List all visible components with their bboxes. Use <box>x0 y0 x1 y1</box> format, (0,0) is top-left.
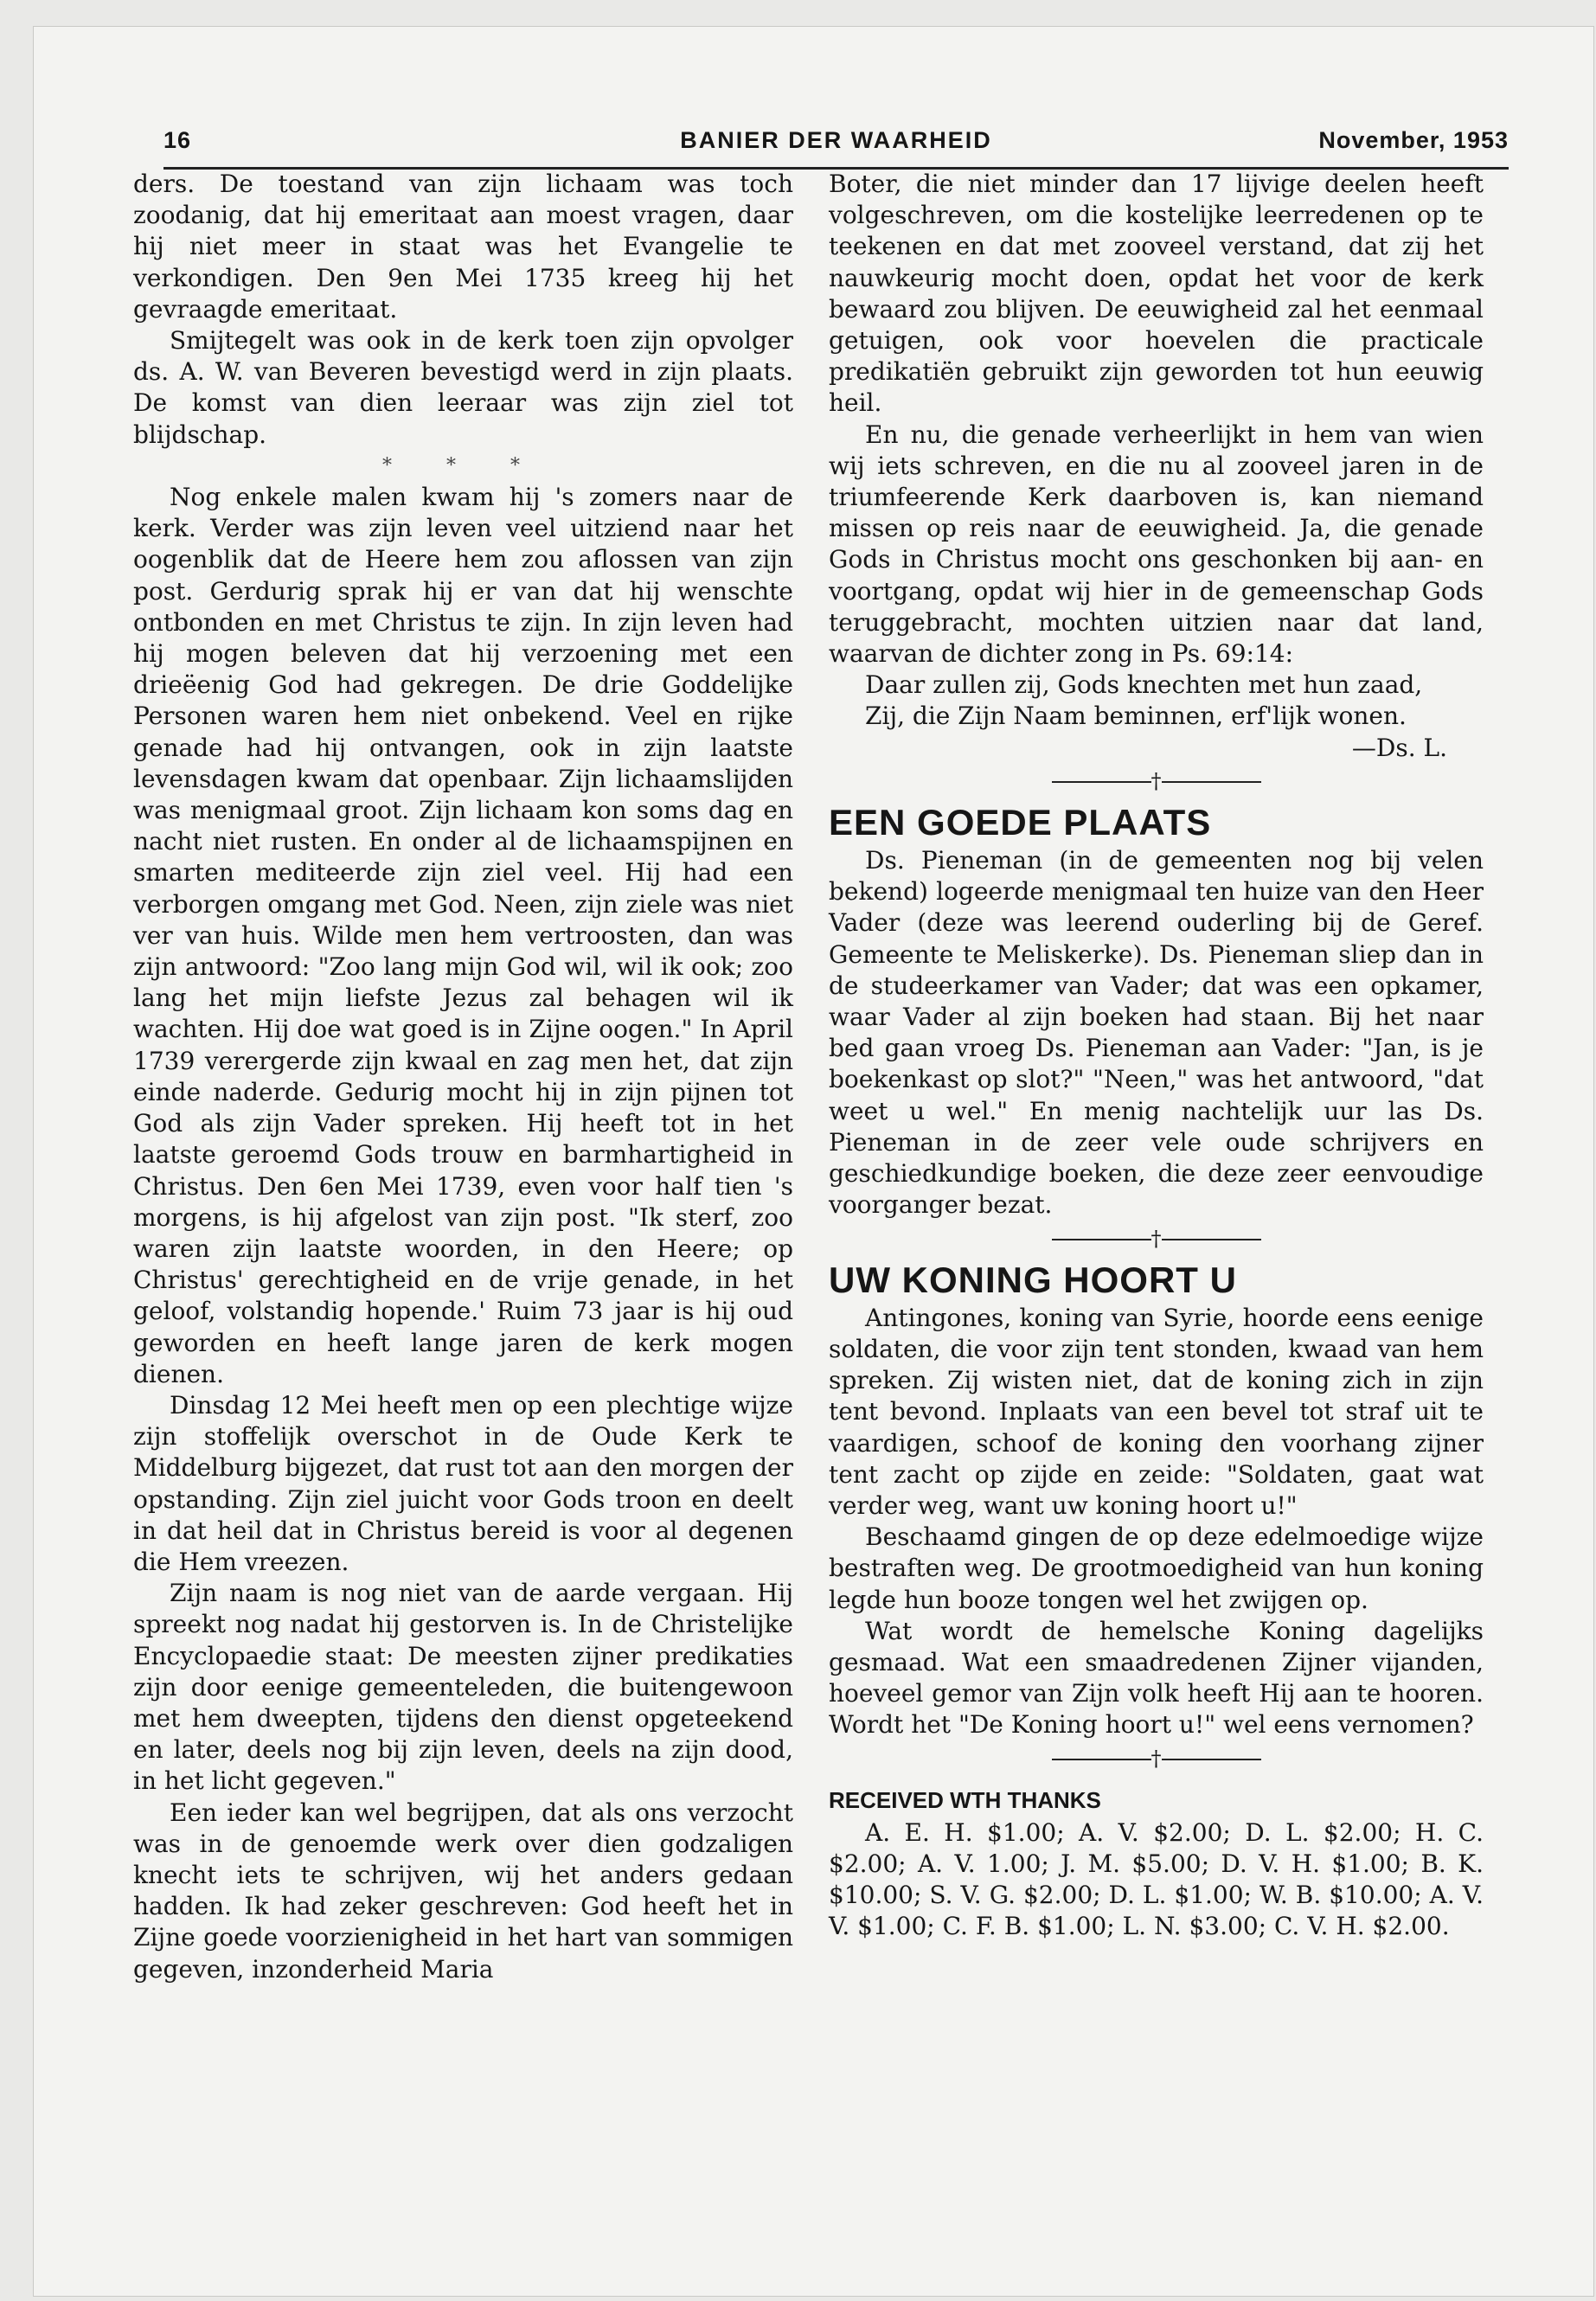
donations-list: A. E. H. $1.00; A. V. $2.00; D. L. $2.00; H. C. $2.00; A. V. 1.00; J. M. $5.00; D. V. H. $1.00; B. K. $10.00; S. V. G. $2.00; D. L. $1.00; W. B. $10.00; A. V. V. $1.00; C. F. B. $1.00; L. N. $3.00; C. V. H. $2.00. <box>829 1817 1484 1941</box>
cross-divider <box>829 766 1484 797</box>
paragraph: ders. De toestand van zijn lichaam was toch zoodanig, dat hij emeritaat aan moest vragen, daar hij niet meer in staat was het Evangelie te verkondigen. Den 9en Mei 1735 kreeg hij het gevraagde emeritaat. <box>133 170 793 324</box>
paragraph: Dinsdag 12 Mei heeft men op een plechtige wijze zijn stoffelijk overschot in de Oude Kerk te Middelburg bijgezet, dat rust tot aan den morgen der opstanding. Zijn ziel juicht voor Gods troon en deelt in dat heil dat in Christus bereid is voor al degenen die Hem vreezen. <box>133 1390 793 1576</box>
page-number: 16 <box>163 127 192 153</box>
paragraph: Een ieder kan wel begrijpen, dat als ons verzocht was in de genoemde werk over dien godzaligen knecht iets te schrijven, wij het anders gedaan hadden. Ik had zeker geschreven: God heeft het in Zijne goede voorzienigheid in het hart van sommigen gegeven, inzonderheid Maria <box>133 1798 793 1984</box>
poem-line: Daar zullen zij, Gods knechten met hun zaad, <box>865 670 1423 700</box>
paragraph: Wat wordt de hemelsche Koning dagelijks gesmaad. Wat een smaadredenen Zijner vijanden, hoeveel gemor van Zijn volk heeft Hij aan te hooren. Wordt het "De Koning hoort u!" wel eens vernomen? <box>829 1616 1484 1740</box>
paragraph: Ds. Pieneman (in de gemeenten nog bij velen bekend) logeerde menigmaal ten huize van den Heer Vader (deze was leerend ouderling bij de Geref. Gemeente te Meliskerke). Ds. Pieneman sliep dan in de studeerkamer van Vader; dat was een opkamer, waar Vader al zijn boeken had staan. Bij het naar bed gaan vroeg Ds. Pieneman aan Vader: "Jan, is je boekenkast op slot?" "Neen," was het antwoord, "dat weet u wel." En menig nachtelijk uur las Ds. Pieneman in de zeer vele oude schrijvers en geschiedkundige boeken, die deze zeer eenvoudige voorganger bezat. <box>829 846 1484 1220</box>
author-signature: —Ds. L. <box>1351 733 1447 762</box>
cross-icon: † <box>1151 768 1162 793</box>
article-heading: EEN GOEDE PLAATS <box>829 802 1212 843</box>
paragraph: Nog enkele malen kwam hij 's zomers naar de kerk. Verder was zijn leven veel uitziend naar het oogenblik dat de Heere hem zou aflossen van zijn post. Gerdurig sprak hij er van dat hij wenschte ontbonden en met Christus te zijn. In zijn leven had hij mogen beleven dat hij verzoening met een drieëenig God had gekregen. De drie Goddelijke Personen waren hem niet onbekend. Veel en rijke genade had hij ontvangen, ook in zijn laatste levensdagen kwam dat openbaar. Zijn lichaamslijden was menigmaal groot. Zijn lichaam kon soms dag en nacht niet rusten. En onder al de lichaamspijnen en smarten mediteerde zijn ziel veel. Hij had een verborgen omgang met God. Neen, zijn ziele was niet ver van huis. Wilde men hem vertroosten, dan was zijn antwoord: "Zoo lang mijn God wil, wil ik ook; zoo lang het mijn liefste Jezus zal behagen wil ik wachten. Hij doe wat goed is in Zijne oogen." In April 1739 verergerde zijn kwaal en zag men het, dat zijn einde naderde. Gedurig mocht hij in zijn pijnen tot God als zijn Vader spreken. Hij heeft tot in het laatste geroemd Gods trouw en barmhartigheid in Christus. Den 6en Mei 1739, even voor half tien 's morgens, is hij afgelost van zijn post. "Ik sterf, zoo waren zijn laatste woorden, in den Heere; op Christus' gerechtigheid en de vrije genade, in het geloof, volstandig hopende.' Ruim 73 jaar is hij oud geworden en heeft lange jaren de kerk mogen dienen. <box>133 483 793 1388</box>
issue-date: November, 1953 <box>1318 127 1509 153</box>
paragraph: Smijtegelt was ook in de kerk toen zijn opvolger ds. A. W. van Beveren bevestigd werd in zijn plaats. De komst van dien leeraar was zijn ziel tot blijdschap. <box>133 326 793 449</box>
left-column <box>133 169 793 1985</box>
paragraph: Beschaamd gingen de op deze edelmoedige wijze bestraften weg. De grootmoedigheid van hun koning legde hun booze tongen wel het zwijgen op. <box>829 1522 1484 1614</box>
right-column <box>829 169 1484 1943</box>
cross-divider <box>829 1223 1484 1254</box>
paragraph: En nu, die genade verheerlijkt in hem van wien wij iets schreven, en die nu al zooveel jaren in de triumfeerende Kerk daarboven is, kan niemand missen op reis naar de eeuwigheid. Ja, die genade Gods in Christus mocht ons geschonken bij aan- en voortgang, opdat wij hier in de gemeenschap Gods teruggebracht, mochten uitzien naar dat land, waarvan de dichter zong in Ps. 69:14: <box>829 420 1484 669</box>
paragraph: Boter, die niet minder dan 17 lijvige deelen heeft volgeschreven, om die kostelijke leerredenen op te teekenen en dat met zooveel verstand, dat zij het nauwkeurig mocht doen, opdat het voor de kerk bewaard zou blijven. De eeuwigheid zal het eenmaal getuigen, ook voor hoevelen die practicale predikatiën gebruikt zijn geworden tot hun eeuwig heil. <box>829 170 1484 418</box>
section-separator: * * * <box>382 454 544 477</box>
poem-line: Zij, die Zijn Naam beminnen, erf'lijk wonen. <box>865 702 1407 731</box>
cross-icon: † <box>1151 1746 1162 1771</box>
publication-title: BANIER DER WAARHEID <box>680 127 992 153</box>
running-header <box>163 122 1509 170</box>
cross-divider <box>829 1743 1484 1774</box>
paragraph: Zijn naam is nog niet van de aarde vergaan. Hij spreekt nog nadat hij gestorven is. In de Christelijke Encyclopaedie staat: De meesten zijner predikaties zijn door eenige gemeenteleden, die buitengewoon met hem dweepten, tijdens den dienst opgeteekend en later, deels nog bij zijn leven, deels na zijn dood, in het licht gegeven." <box>133 1579 793 1796</box>
paragraph: Antingones, koning van Syrie, hoorde eens eenige soldaten, die voor zijn tent stonden, kwaad van hem spreken. Zij wisten niet, dat de koning zich in zijn tent bevond. Inplaats van een bevel tot straf uit te vaardigen, schoof de koning den voorhang zijner tent zacht op zijde en zeide: "Soldaten, gaat wat verder weg, want uw koning hoort u!" <box>829 1303 1484 1520</box>
article-heading: UW KONING HOORT U <box>829 1259 1237 1300</box>
section-heading: RECEIVED WTH THANKS <box>829 1786 1101 1813</box>
cross-icon: † <box>1151 1226 1162 1251</box>
